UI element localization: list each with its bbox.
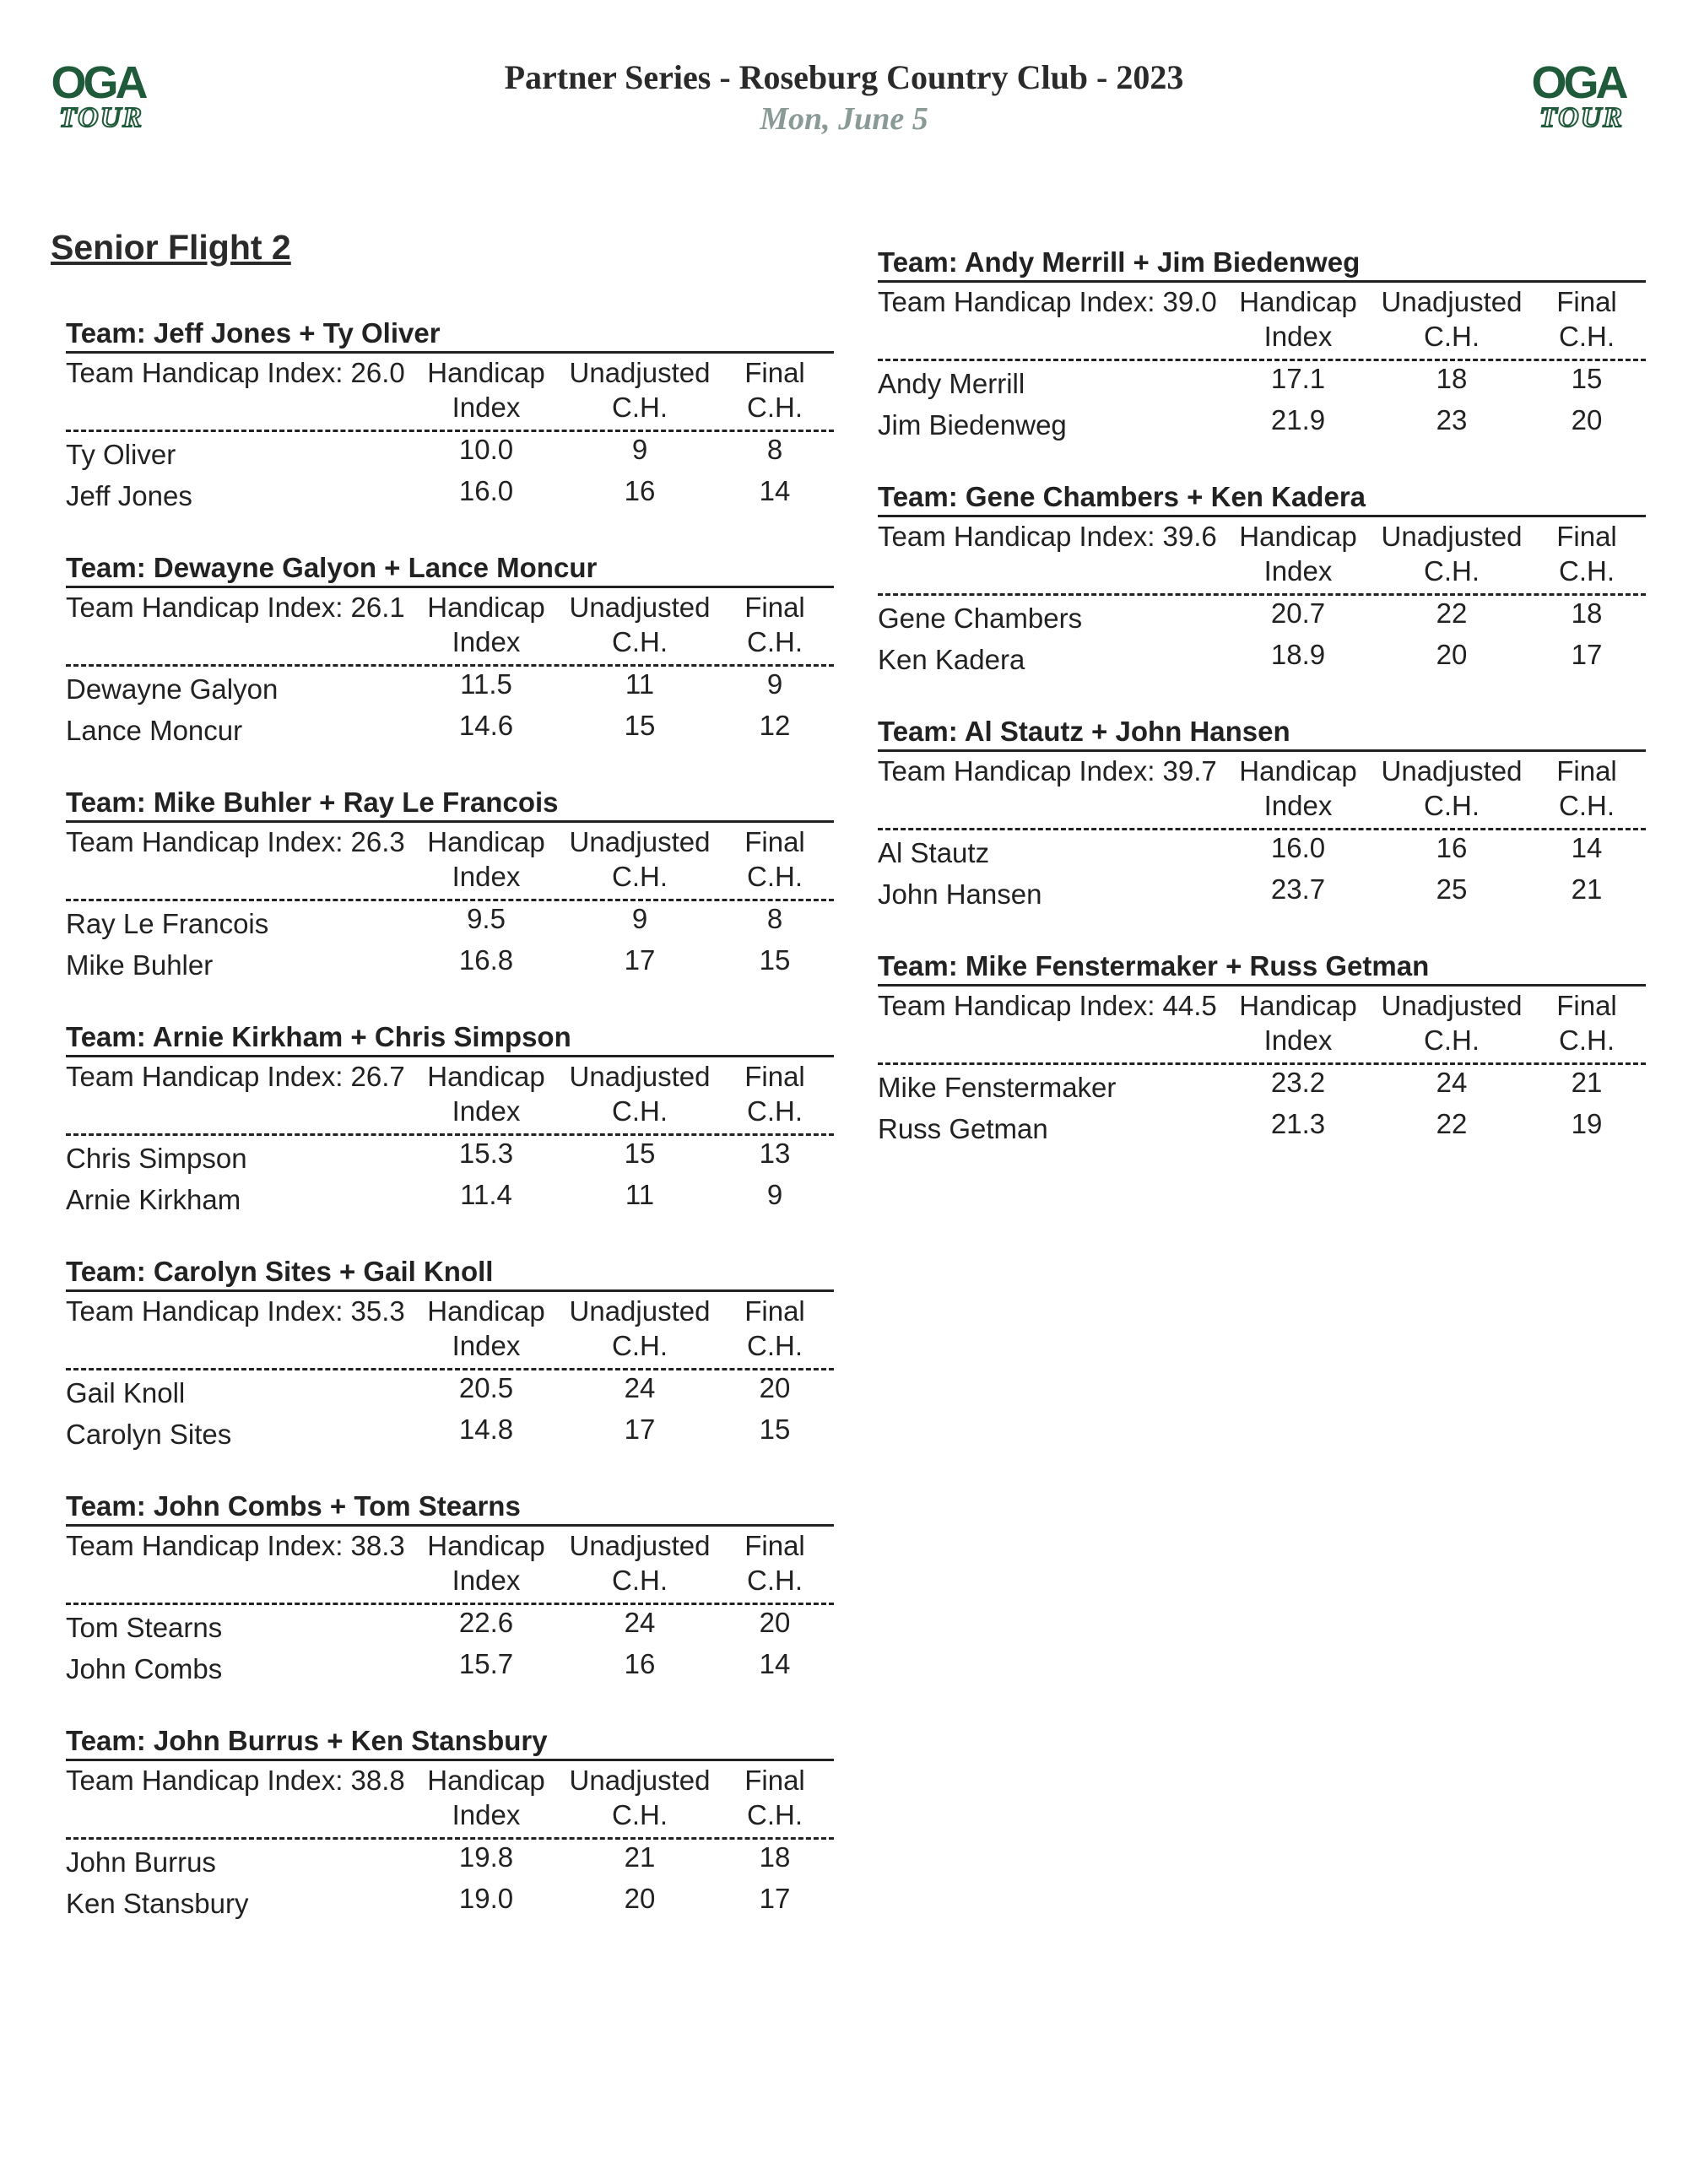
- col-unadjusted-ch: [564, 1528, 716, 1597]
- player-handicap-index: 23.2: [1270, 1067, 1326, 1098]
- player-unadjusted-ch: 17: [624, 1414, 656, 1445]
- col-handicap-index-line1: Handicap: [427, 826, 545, 857]
- col-handicap-index-line1: Handicap: [427, 592, 545, 623]
- player-final-ch: 15: [759, 944, 791, 976]
- team-block: [66, 550, 834, 785]
- player-final-ch: 20: [759, 1372, 791, 1403]
- col-handicap-index-line2: Index: [452, 1330, 521, 1361]
- page-header: [0, 56, 1688, 138]
- col-handicap-index: [1231, 284, 1366, 354]
- player-name: Lance Moncur: [66, 715, 243, 746]
- team-handicap-index: Team Handicap Index: 26.7: [66, 1061, 405, 1092]
- col-unadjusted-ch-line1: Unadjusted: [1381, 521, 1523, 552]
- player-final-ch: 21: [1571, 873, 1603, 905]
- col-final-ch: [724, 824, 825, 894]
- team-table-header: [66, 351, 834, 432]
- team-block: [878, 714, 1646, 949]
- player-name: Gene Chambers: [878, 603, 1083, 634]
- col-final-ch-line1: Final: [744, 357, 805, 388]
- col-final-ch-line2: C.H.: [747, 1330, 803, 1361]
- player-handicap-index: 18.9: [1270, 639, 1326, 670]
- player-unadjusted-ch: 21: [624, 1841, 656, 1873]
- player-name: Mike Buhler: [66, 949, 214, 981]
- player-unadjusted-ch: 23: [1436, 404, 1468, 435]
- player-final-ch: 8: [766, 903, 783, 934]
- player-final-ch: 14: [759, 475, 791, 506]
- col-handicap-index-line1: Handicap: [427, 1530, 545, 1561]
- player-name: Al Stautz: [878, 837, 990, 868]
- team-name: Team: Carolyn Sites + Gail Knoll: [66, 1256, 494, 1287]
- team-handicap-index: Team Handicap Index: 38.3: [66, 1530, 405, 1561]
- player-name: Andy Merrill: [878, 368, 1025, 399]
- team-block: [66, 316, 834, 550]
- player-unadjusted-ch: 16: [1436, 832, 1468, 863]
- col-final-ch: [724, 1059, 825, 1128]
- col-final-ch-line1: Final: [744, 826, 805, 857]
- col-handicap-index-line2: Index: [452, 1565, 521, 1596]
- player-name: Ty Oliver: [66, 439, 176, 470]
- team-name: Team: John Burrus + Ken Stansbury: [66, 1725, 548, 1756]
- player-final-ch: 15: [1571, 363, 1603, 394]
- player-row: [878, 1065, 1646, 1106]
- player-handicap-index: 15.3: [458, 1138, 514, 1169]
- team-handicap-index: Team Handicap Index: 35.3: [66, 1295, 405, 1327]
- player-final-ch: 20: [1571, 404, 1603, 435]
- player-handicap-index: 14.8: [458, 1414, 514, 1445]
- player-final-ch: 12: [759, 710, 791, 741]
- team-block: [66, 785, 834, 1019]
- player-name: Ray Le Francois: [66, 908, 269, 939]
- col-unadjusted-ch-line2: C.H.: [612, 392, 668, 423]
- col-handicap-index-line1: Handicap: [1239, 286, 1357, 317]
- col-handicap-index: [419, 1059, 554, 1128]
- col-unadjusted-ch: [564, 590, 716, 659]
- col-unadjusted-ch-line1: Unadjusted: [1381, 755, 1523, 787]
- team-block: [878, 949, 1646, 1183]
- player-row: [66, 943, 834, 984]
- player-handicap-index: 20.5: [458, 1372, 514, 1403]
- player-unadjusted-ch: 24: [1436, 1067, 1468, 1098]
- col-unadjusted-ch-line2: C.H.: [612, 1799, 668, 1830]
- team-block: [878, 245, 1646, 479]
- left-column: [66, 316, 834, 1958]
- player-name: Russ Getman: [878, 1113, 1048, 1144]
- player-unadjusted-ch: 24: [624, 1372, 656, 1403]
- col-final-ch-line2: C.H.: [1559, 790, 1615, 821]
- col-final-ch-line1: Final: [1556, 755, 1617, 787]
- col-final-ch-line1: Final: [744, 1061, 805, 1092]
- team-handicap-index: Team Handicap Index: 26.3: [66, 826, 405, 857]
- player-unadjusted-ch: 16: [624, 475, 656, 506]
- col-handicap-index: [419, 1763, 554, 1832]
- team-handicap-index: Team Handicap Index: 26.1: [66, 592, 405, 623]
- player-handicap-index: 14.6: [458, 710, 514, 741]
- player-handicap-index: 15.7: [458, 1648, 514, 1679]
- player-final-ch: 13: [759, 1138, 791, 1169]
- player-unadjusted-ch: 20: [624, 1883, 656, 1914]
- col-final-ch-line2: C.H.: [747, 1095, 803, 1127]
- team-block: [66, 1019, 834, 1254]
- player-row: [878, 1106, 1646, 1148]
- player-handicap-index: 11.5: [460, 668, 512, 700]
- svg-text:TOUR: TOUR: [59, 102, 143, 133]
- svg-text:OGA: OGA: [51, 57, 145, 108]
- col-final-ch: [1536, 988, 1637, 1057]
- team-block: [66, 1254, 834, 1489]
- team-handicap-index: Team Handicap Index: 26.0: [66, 357, 405, 388]
- page-title: Partner Series - Roseburg Country Club - 2023: [504, 58, 1184, 96]
- player-handicap-index: 21.9: [1270, 404, 1326, 435]
- player-unadjusted-ch: 11: [625, 668, 655, 700]
- player-row: [66, 432, 834, 473]
- svg-text:TOUR: TOUR: [1539, 102, 1624, 133]
- col-handicap-index-line2: Index: [1263, 1024, 1333, 1056]
- player-name: Dewayne Galyon: [66, 673, 279, 705]
- col-final-ch-line2: C.H.: [747, 392, 803, 423]
- player-final-ch: 18: [1571, 597, 1603, 629]
- player-row: [66, 1136, 834, 1177]
- team-block: [878, 479, 1646, 714]
- team-table-header: [878, 984, 1646, 1065]
- col-final-ch-line1: Final: [1556, 521, 1617, 552]
- col-final-ch-line1: Final: [744, 1530, 805, 1561]
- col-handicap-index-line1: Handicap: [1239, 521, 1357, 552]
- player-row: [66, 1646, 834, 1688]
- player-row: [66, 1412, 834, 1453]
- player-name: John Combs: [66, 1653, 223, 1684]
- player-name: Chris Simpson: [66, 1143, 247, 1174]
- col-unadjusted-ch-line1: Unadjusted: [569, 1295, 711, 1327]
- player-unadjusted-ch: 9: [631, 434, 648, 465]
- col-handicap-index-line2: Index: [452, 1095, 521, 1127]
- col-final-ch-line1: Final: [744, 592, 805, 623]
- col-unadjusted-ch: [564, 355, 716, 424]
- player-row: [66, 1605, 834, 1646]
- player-handicap-index: 17.1: [1270, 363, 1326, 394]
- svg-text:OGA: OGA: [1531, 57, 1626, 108]
- player-handicap-index: 9.5: [467, 903, 506, 934]
- col-final-ch: [724, 590, 825, 659]
- player-handicap-index: 10.0: [458, 434, 514, 465]
- team-name: Team: Mike Buhler + Ray Le Francois: [66, 787, 559, 818]
- col-final-ch-line2: C.H.: [1559, 1024, 1615, 1056]
- player-handicap-index: 16.0: [1270, 832, 1326, 863]
- player-name: John Hansen: [878, 878, 1042, 910]
- player-name: Carolyn Sites: [66, 1419, 232, 1450]
- col-final-ch: [724, 1528, 825, 1597]
- team-table-header: [66, 1055, 834, 1136]
- team-table-header: [878, 749, 1646, 830]
- team-name: Team: Gene Chambers + Ken Kadera: [878, 481, 1366, 512]
- player-name: John Burrus: [66, 1846, 216, 1878]
- col-final-ch-line2: C.H.: [747, 626, 803, 657]
- player-final-ch: 8: [766, 434, 783, 465]
- col-unadjusted-ch-line2: C.H.: [1424, 321, 1480, 352]
- col-handicap-index-line2: Index: [1263, 555, 1333, 587]
- team-name: Team: Arnie Kirkham + Chris Simpson: [66, 1021, 571, 1052]
- col-handicap-index-line2: Index: [1263, 321, 1333, 352]
- col-unadjusted-ch: [1376, 988, 1528, 1057]
- player-unadjusted-ch: 25: [1436, 873, 1468, 905]
- player-row: [878, 403, 1646, 444]
- col-handicap-index-line2: Index: [452, 1799, 521, 1830]
- player-final-ch: 9: [766, 668, 783, 700]
- col-handicap-index: [419, 355, 554, 424]
- col-unadjusted-ch-line1: Unadjusted: [569, 1061, 711, 1092]
- col-unadjusted-ch-line2: C.H.: [612, 1565, 668, 1596]
- col-final-ch: [724, 355, 825, 424]
- col-handicap-index: [1231, 754, 1366, 823]
- col-unadjusted-ch: [564, 824, 716, 894]
- player-name: Jim Biedenweg: [878, 409, 1067, 441]
- team-handicap-index: Team Handicap Index: 39.0: [878, 286, 1217, 317]
- col-handicap-index: [419, 824, 554, 894]
- col-handicap-index: [1231, 519, 1366, 588]
- player-unadjusted-ch: 9: [631, 903, 648, 934]
- player-unadjusted-ch: 20: [1436, 639, 1468, 670]
- player-name: Mike Fenstermaker: [878, 1072, 1117, 1103]
- player-row: [66, 708, 834, 749]
- col-unadjusted-ch: [1376, 284, 1528, 354]
- col-unadjusted-ch-line1: Unadjusted: [569, 357, 711, 388]
- team-table-header: [878, 515, 1646, 596]
- col-handicap-index-line2: Index: [452, 392, 521, 423]
- player-name: Gail Knoll: [66, 1377, 186, 1408]
- col-handicap-index-line1: Handicap: [1239, 990, 1357, 1021]
- player-name: Jeff Jones: [66, 480, 192, 511]
- col-handicap-index-line1: Handicap: [427, 1061, 545, 1092]
- col-unadjusted-ch-line2: C.H.: [1424, 790, 1480, 821]
- col-final-ch-line2: C.H.: [747, 861, 803, 892]
- player-handicap-index: 19.8: [458, 1841, 514, 1873]
- player-final-ch: 21: [1571, 1067, 1603, 1098]
- player-unadjusted-ch: 16: [624, 1648, 656, 1679]
- team-handicap-index: Team Handicap Index: 38.8: [66, 1765, 405, 1796]
- col-final-ch-line1: Final: [744, 1765, 805, 1796]
- col-handicap-index: [419, 1294, 554, 1363]
- col-unadjusted-ch: [1376, 519, 1528, 588]
- col-unadjusted-ch-line2: C.H.: [612, 1095, 668, 1127]
- player-handicap-index: 20.7: [1270, 597, 1326, 629]
- player-final-ch: 18: [759, 1841, 791, 1873]
- col-unadjusted-ch-line1: Unadjusted: [569, 592, 711, 623]
- col-unadjusted-ch: [564, 1294, 716, 1363]
- col-handicap-index-line1: Handicap: [427, 1295, 545, 1327]
- col-final-ch: [724, 1763, 825, 1832]
- team-name: Team: Al Stautz + John Hansen: [878, 716, 1290, 747]
- player-unadjusted-ch: 17: [624, 944, 656, 976]
- player-handicap-index: 19.0: [458, 1883, 514, 1914]
- player-final-ch: 20: [759, 1607, 791, 1638]
- team-handicap-index: Team Handicap Index: 39.7: [878, 755, 1217, 787]
- player-handicap-index: 23.7: [1270, 873, 1326, 905]
- player-handicap-index: 22.6: [458, 1607, 514, 1638]
- player-name: Ken Stansbury: [66, 1888, 249, 1919]
- col-final-ch-line1: Final: [1556, 286, 1617, 317]
- player-row: [66, 901, 834, 943]
- col-final-ch-line1: Final: [744, 1295, 805, 1327]
- team-name: Team: Mike Fenstermaker + Russ Getman: [878, 950, 1430, 981]
- col-handicap-index: [419, 590, 554, 659]
- right-column: [878, 245, 1646, 1183]
- col-handicap-index-line1: Handicap: [1239, 755, 1357, 787]
- team-name: Team: Jeff Jones + Ty Oliver: [66, 317, 441, 349]
- col-unadjusted-ch-line1: Unadjusted: [1381, 286, 1523, 317]
- player-name: Tom Stearns: [66, 1612, 223, 1643]
- col-unadjusted-ch-line1: Unadjusted: [569, 1765, 711, 1796]
- col-handicap-index: [1231, 988, 1366, 1057]
- player-name: Arnie Kirkham: [66, 1184, 241, 1215]
- col-handicap-index-line2: Index: [452, 861, 521, 892]
- player-final-ch: 17: [759, 1883, 791, 1914]
- team-name: Team: John Combs + Tom Stearns: [66, 1490, 521, 1522]
- col-unadjusted-ch-line1: Unadjusted: [569, 826, 711, 857]
- col-unadjusted-ch-line2: C.H.: [1424, 555, 1480, 587]
- team-name: Team: Andy Merrill + Jim Biedenweg: [878, 246, 1361, 278]
- col-final-ch-line2: C.H.: [747, 1799, 803, 1830]
- col-handicap-index: [419, 1528, 554, 1597]
- player-name: Ken Kadera: [878, 644, 1025, 675]
- player-row: [66, 1840, 834, 1881]
- col-final-ch-line1: Final: [1556, 990, 1617, 1021]
- player-row: [66, 473, 834, 515]
- col-handicap-index-line2: Index: [1263, 790, 1333, 821]
- player-unadjusted-ch: 11: [625, 1179, 655, 1210]
- col-unadjusted-ch-line2: C.H.: [612, 1330, 668, 1361]
- col-final-ch-line2: C.H.: [747, 1565, 803, 1596]
- player-unadjusted-ch: 18: [1436, 363, 1468, 394]
- player-unadjusted-ch: 15: [624, 710, 656, 741]
- event-date: Mon, June 5: [760, 101, 928, 137]
- col-unadjusted-ch-line2: C.H.: [612, 861, 668, 892]
- team-table-header: [66, 1524, 834, 1605]
- player-unadjusted-ch: 22: [1436, 597, 1468, 629]
- player-handicap-index: 16.0: [458, 475, 514, 506]
- team-table-header: [66, 820, 834, 901]
- team-table-header: [66, 1759, 834, 1840]
- player-row: [878, 830, 1646, 872]
- team-handicap-index: Team Handicap Index: 44.5: [878, 990, 1217, 1021]
- col-handicap-index-line2: Index: [452, 626, 521, 657]
- player-row: [878, 361, 1646, 403]
- team-table-header: [878, 280, 1646, 361]
- player-handicap-index: 16.8: [458, 944, 514, 976]
- player-row: [878, 637, 1646, 678]
- player-unadjusted-ch: 15: [624, 1138, 656, 1169]
- player-handicap-index: 21.3: [1270, 1108, 1326, 1139]
- player-final-ch: 15: [759, 1414, 791, 1445]
- col-unadjusted-ch-line1: Unadjusted: [1381, 990, 1523, 1021]
- col-final-ch-line2: C.H.: [1559, 321, 1615, 352]
- col-handicap-index-line1: Handicap: [427, 1765, 545, 1796]
- col-final-ch: [1536, 754, 1637, 823]
- player-handicap-index: 11.4: [460, 1179, 512, 1210]
- player-final-ch: 17: [1571, 639, 1603, 670]
- team-table-header: [66, 1289, 834, 1370]
- col-final-ch: [724, 1294, 825, 1363]
- player-final-ch: 14: [759, 1648, 791, 1679]
- col-final-ch: [1536, 519, 1637, 588]
- col-final-ch-line2: C.H.: [1559, 555, 1615, 587]
- player-final-ch: 19: [1571, 1108, 1603, 1139]
- player-row: [878, 596, 1646, 637]
- team-handicap-index: Team Handicap Index: 39.6: [878, 521, 1217, 552]
- player-final-ch: 9: [766, 1179, 783, 1210]
- team-name: Team: Dewayne Galyon + Lance Moncur: [66, 552, 598, 583]
- player-unadjusted-ch: 24: [624, 1607, 656, 1638]
- team-block: [66, 1489, 834, 1723]
- player-unadjusted-ch: 22: [1436, 1108, 1468, 1139]
- col-unadjusted-ch: [564, 1059, 716, 1128]
- player-row: [66, 1177, 834, 1219]
- player-row: [66, 1881, 834, 1922]
- player-row: [878, 872, 1646, 913]
- col-unadjusted-ch-line2: C.H.: [1424, 1024, 1480, 1056]
- team-block: [66, 1723, 834, 1958]
- col-unadjusted-ch: [564, 1763, 716, 1832]
- col-handicap-index-line1: Handicap: [427, 357, 545, 388]
- col-final-ch: [1536, 284, 1637, 354]
- player-final-ch: 14: [1571, 832, 1603, 863]
- flight-title: Senior Flight 2: [51, 228, 291, 267]
- player-row: [66, 667, 834, 708]
- col-unadjusted-ch-line2: C.H.: [612, 626, 668, 657]
- player-row: [66, 1370, 834, 1412]
- team-table-header: [66, 586, 834, 667]
- col-unadjusted-ch-line1: Unadjusted: [569, 1530, 711, 1561]
- col-unadjusted-ch: [1376, 754, 1528, 823]
